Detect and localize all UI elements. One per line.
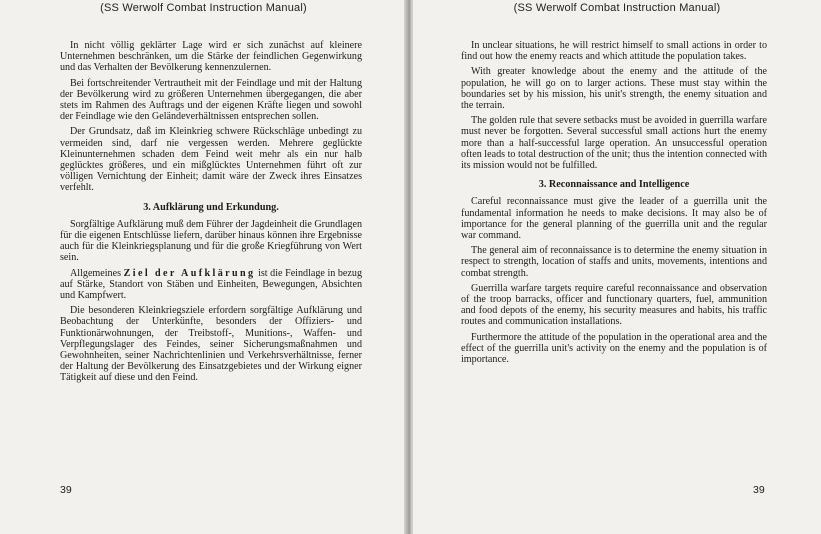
left-section-heading: 3. Aufklärung und Erkundung. [143, 201, 279, 213]
left-paragraph: Die besonderen Kleinkriegsziele erfordern sorgfältige Aufklärung und Beobachtung der Unterkünfte, besonders der Offiziers- und Funktionärwohnungen, der Treibstoff-, Munitions-, Waffen- und Verpflegungslager des Feindes, seiner Sicherungsmaßnahmen und Gewohnheiten, seiner Nachrichtenlinien und Verkehrsverhältnisse, ferner der Haltung der Bevölkerung des Einsatzgebietes und der Wirkung eigner Tätigkeit auf diese und den Feind. [60, 305, 362, 384]
left-paragraph: In nicht völlig geklärter Lage wird er sich zunächst auf kleinere Unternehmen beschränken, um die Stärke der feindlichen Gegenwirkung und das Verhalten der Bevölkerung kennenzulernen. [60, 40, 362, 74]
left-page-body [60, 40, 362, 388]
left-paragraph: Der Grundsatz, daß im Kleinkrieg schwere Rückschläge unbedingt zu vermeiden sind, darf nie vergessen werden. Mehrere geglückte Kleinunternehmen schaden dem Feind weit mehr als ein nur halb geglücktes größeres, und ein mißglücktes Unternehmen führt oft zur völligen Vernichtung der Einheit; damit wäre der Zweck ihres Einsatzes verfehlt. [60, 126, 362, 194]
right-paragraph: Careful reconnaissance must give the leader of a guerrilla unit the fundamental information he needs to make decisions. It may also be of importance for the general planning of the guerrilla unit and the regular war command. [461, 196, 767, 242]
left-paragraph-end: ist die Feindlage in bezug auf Stärke, Standort von Stäben und Einheiten, Bewegungen, Absichten und Kampfwert. [60, 267, 362, 302]
right-paragraph: The general aim of reconnaissance is to determine the enemy situation in respect to strength, location of staffs and units, movements, intentions and combat strength. [461, 245, 767, 279]
left-page-header: (SS Werwolf Combat Instruction Manual) [100, 2, 307, 14]
right-paragraph: In unclear situations, he will restrict himself to small actions in order to find out how the enemy reacts and which attitude the population takes. [461, 40, 767, 63]
left-paragraph [60, 268, 362, 302]
right-paragraph: Furthermore the attitude of the population in the operational area and the effect of the guerrilla unit's activity on the enemy and the population is of importance. [461, 331, 767, 366]
left-page [0, 0, 407, 534]
right-page-header: (SS Werwolf Combat Instruction Manual) [513, 2, 721, 14]
right-page-body [461, 40, 767, 369]
spaced-emphasis: Ziel der Aufklärung [123, 267, 256, 279]
left-paragraph: Bei fortschreitender Vertrautheit mit der Feindlage und mit der Haltung der Bevölkerung wird zu größeren Unternehmen übergegangen, die aber stets im Rahmen des Auftrags und der eigenen Kräfte liegen und sowohl der Feindlage wie den Geländeverhältnissen entsprechen sollen. [60, 77, 362, 123]
right-section-heading: 3. Reconnaissance and Intelligence [538, 179, 690, 191]
right-paragraph: With greater knowledge about the enemy and the attitude of the population, he will go on to larger actions. These must stay within the boundaries set by his mission, his unit's strength, the enemy situation and the terrain. [461, 66, 767, 112]
right-paragraph: The golden rule that severe setbacks must be avoided in guerrilla warfare must never be forgotten. Several successful small actions hurt the enemy more than a half-successful large operation. An unsuccessful operation often leads to total destruction of the unit; thus the intention connected with its mission would not be fulfilled. [461, 115, 767, 172]
left-paragraph: Sorgfältige Aufklärung muß dem Führer der Jagdeinheit die Grundlagen für die eigenen Entschlüsse liefern, darüber hinaus können ihre Ergebnisse auch für die Kleinkriegsplanung und für die große Kriegführung von Wert sein. [60, 218, 362, 264]
left-page-number: 39 [60, 484, 72, 496]
left-paragraph-start: Allgemeines [70, 267, 122, 279]
right-page-number: 39 [753, 484, 765, 496]
right-paragraph: Guerrilla warfare targets require careful reconnaissance and observation of the troop barracks, officer and functionary quarters, fuel, ammunition and food depots of the enemy, his security measures and habits, his traffic routes and communication installations. [461, 282, 767, 328]
